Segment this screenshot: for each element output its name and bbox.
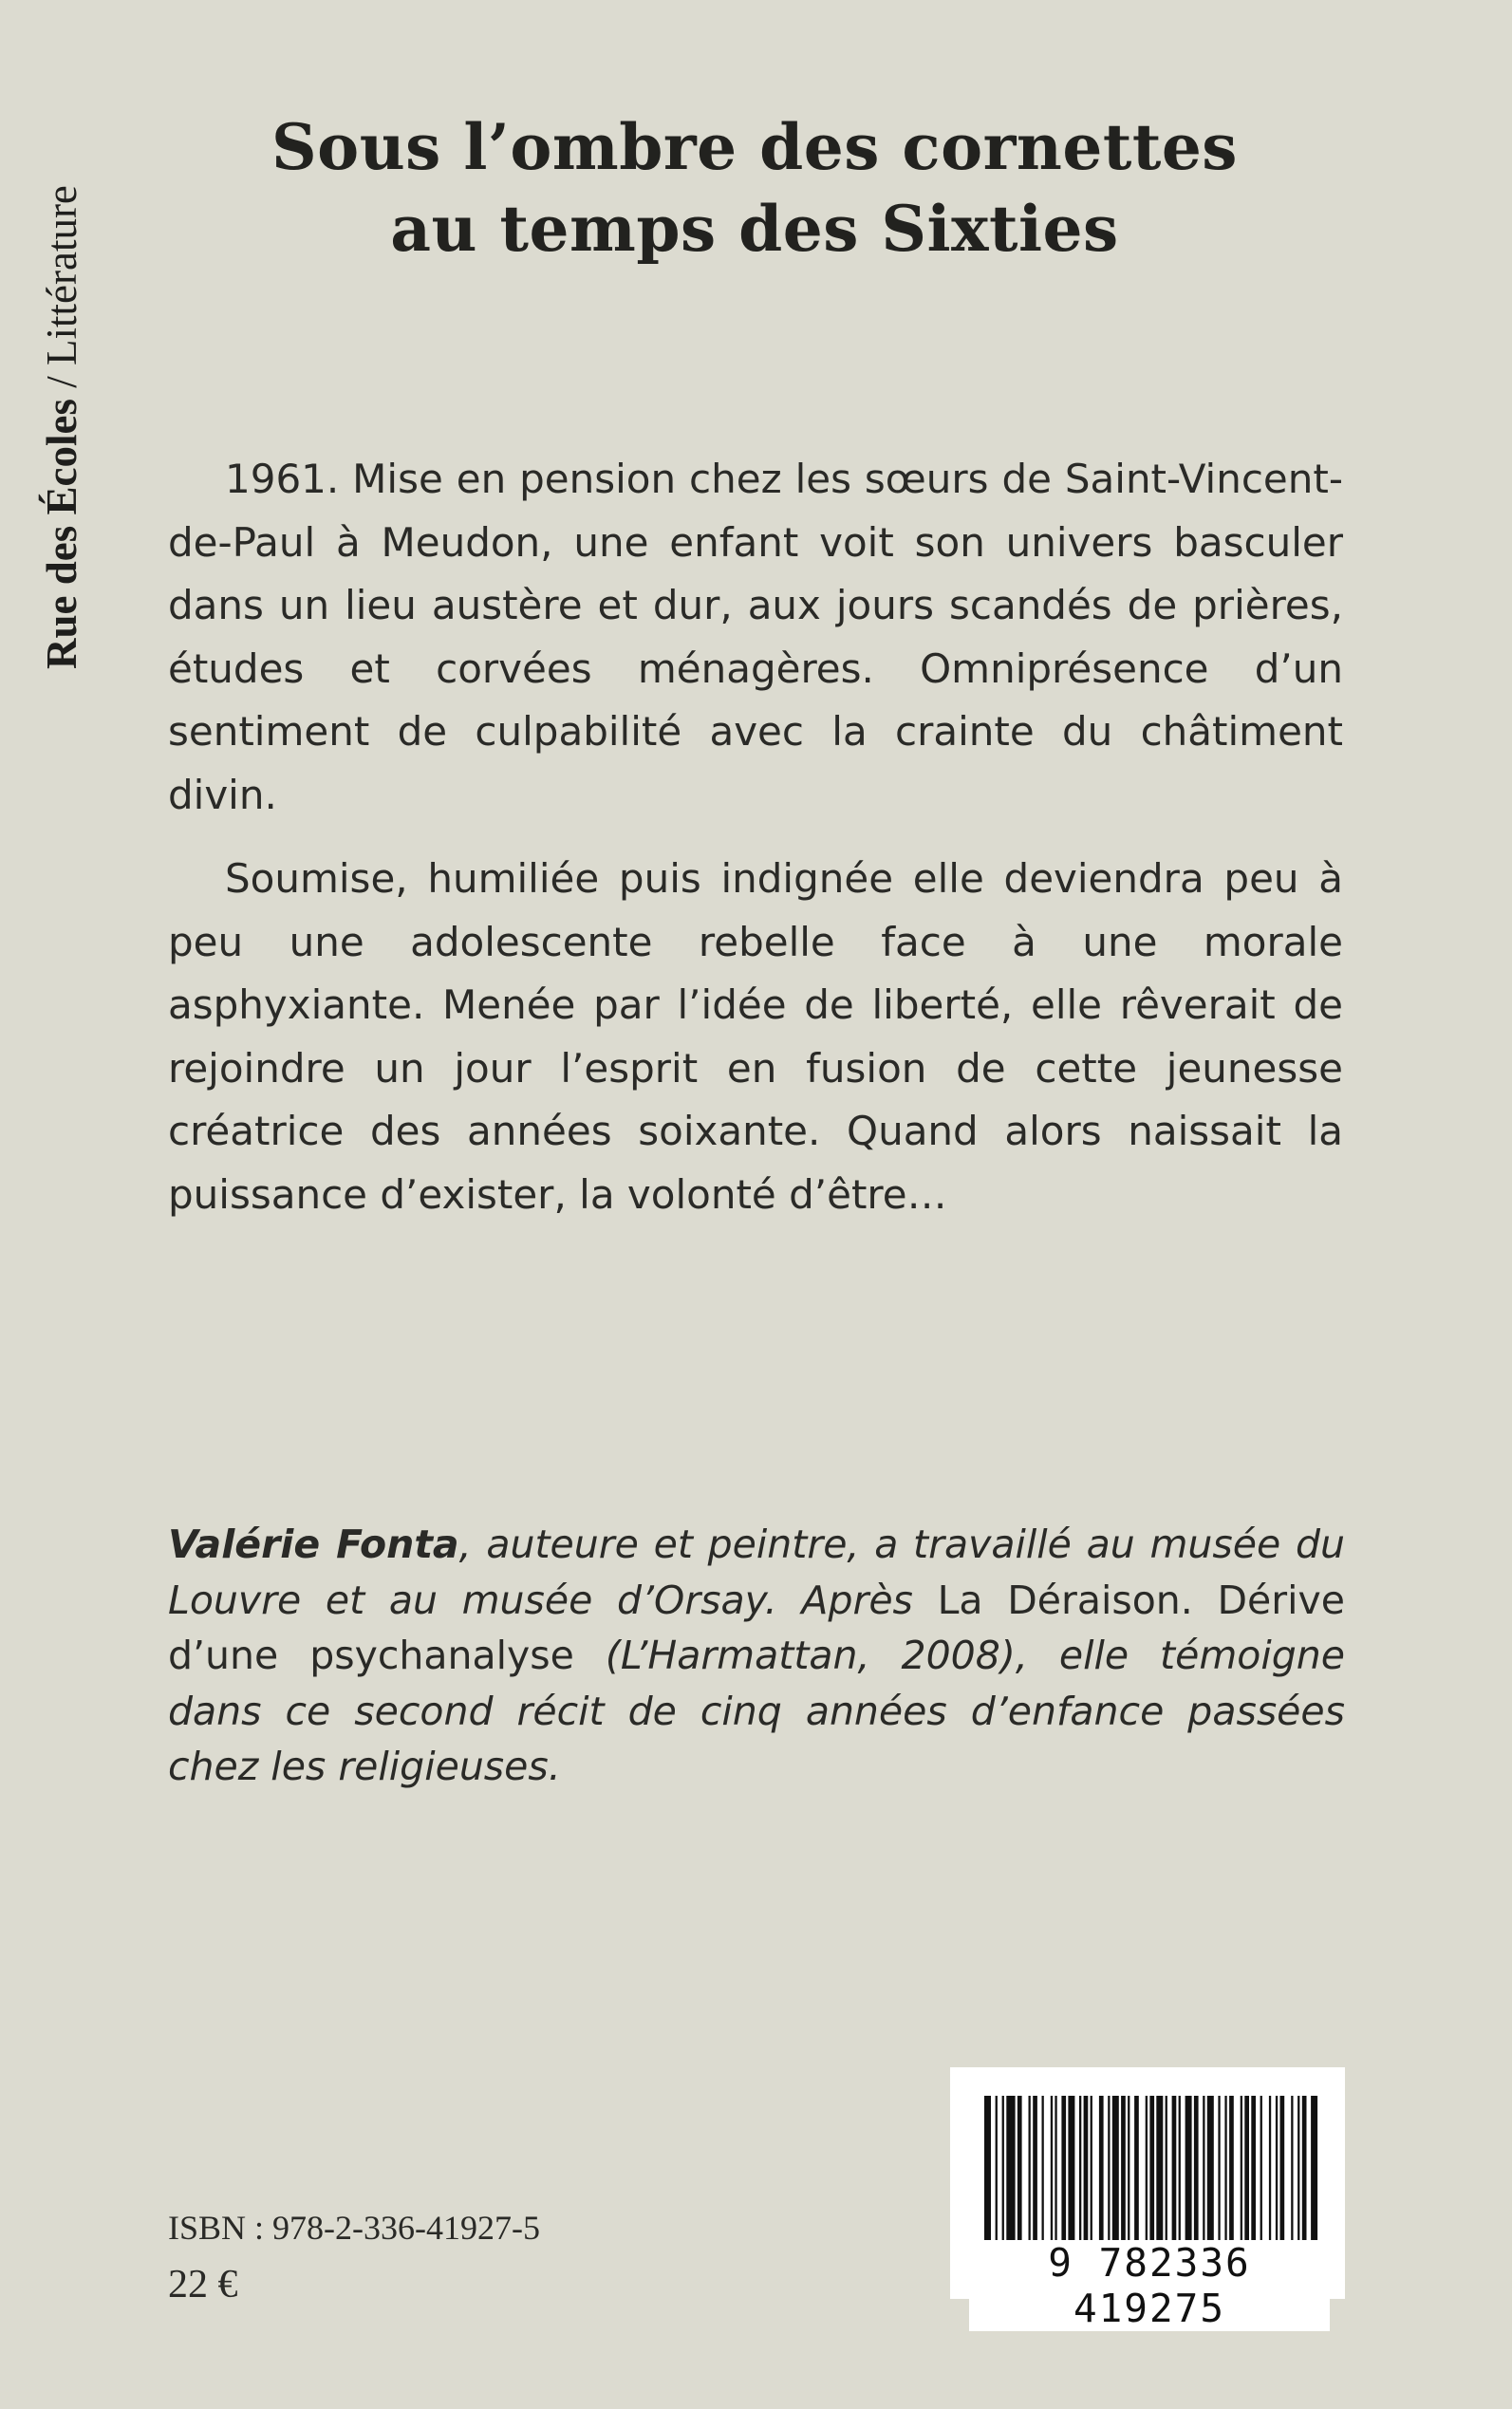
barcode-bar [1084,2096,1089,2240]
barcode-bar [1033,2096,1037,2240]
barcode-bar [1051,2096,1053,2240]
barcode-bar [1017,2096,1022,2240]
barcode-bar [1055,2096,1056,2240]
barcode-bar [1269,2096,1271,2240]
barcode-bar [1207,2096,1214,2240]
isbn: ISBN : 978-2-336-41927-5 [168,2209,540,2247]
barcode-bar [1241,2096,1242,2240]
barcode [950,2067,1345,2331]
barcode-bar [1068,2096,1074,2240]
barcode-bar [1251,2096,1256,2240]
barcode-bar [1203,2096,1204,2240]
collection-separator: / [38,364,85,399]
barcode-bar [1029,2096,1031,2240]
price: 22 € [168,2263,238,2306]
back-cover-blurb [168,448,1343,1247]
barcode-bar [1166,2096,1167,2240]
barcode-bar [1311,2096,1317,2259]
barcode-bar [1224,2096,1226,2240]
barcode-bar [1149,2096,1154,2259]
barcode-bar [1099,2096,1104,2240]
barcode-bar [1006,2096,1015,2240]
barcode-bar [1042,2096,1044,2240]
collection-name: Rue des Écoles [38,399,85,669]
barcode-bar [1134,2096,1139,2240]
barcode-bar [1128,2096,1129,2240]
barcode-bar [1280,2096,1285,2240]
author-bio [168,1517,1345,1795]
barcode-bar [996,2096,998,2259]
barcode-bar [1194,2096,1199,2240]
barcode-bar [1185,2096,1192,2240]
blurb-paragraph-1: 1961. Mise en pension chez les sœurs de Saint-Vincent-de-Paul à Meudon, une enfant voit son univers basculer dans un lieu austère et dur, aux jours scandés de prières, études et corvées ménagères. Omniprésence d’un sentiment de culpabilité avec la crainte du châtiment divin. [168,456,1343,818]
barcode-bar [1108,2096,1110,2240]
barcode-bar [1260,2096,1262,2240]
barcode-bar [1297,2096,1299,2240]
author-bio-text-2: (L’Harmattan, 2008), elle témoigne dans ce second récit de cinq années d’enfance passées chez les religieuses. [168,1633,1345,1789]
barcode-bar [1302,2096,1307,2259]
barcode-bar [1179,2096,1181,2240]
barcode-bar [1172,2096,1177,2240]
barcode-bar [1091,2096,1092,2240]
barcode-bar [1276,2096,1278,2240]
previous-book-title: La Déraison. Dérive d’une psychanalyse [168,1577,1345,1678]
book-title-line-1: Sous l’ombre des cornettes [271,110,1238,184]
barcode-bar [1002,2096,1004,2240]
barcode-bar [1229,2096,1234,2240]
barcode-digits: 9 782336 419275 [969,2240,1330,2331]
barcode-bar [1156,2096,1163,2259]
barcode-bar [1291,2096,1293,2240]
barcode-bar [1244,2096,1249,2240]
blurb-paragraph-2: Soumise, humiliée puis indignée elle deviendra peu à peu une adolescente rebelle face à une morale asphyxiante. Menée par l’idée de liberté, elle rêverait de rejoindre un jour l’esprit en fusion de cette jeunesse créatrice des années soixante. Quand alors naissait la puissance d’exister, la volonté d’être… [168,855,1343,1218]
barcode-bar [984,2096,991,2259]
barcode-bar [1079,2096,1081,2240]
book-title [152,106,1357,270]
book-title-line-2: au temps des Sixties [390,192,1119,266]
author-name: Valérie Fonta [168,1522,459,1567]
barcode-bar [1061,2096,1066,2240]
barcode-bar [1112,2096,1119,2240]
author-bio-text-1: , auteure et peintre, a travaillé au musée du Louvre et au musée d’Orsay. Après [168,1522,1345,1623]
barcode-bar [1121,2096,1126,2240]
barcode-bar [1218,2096,1220,2240]
collection-category: Littérature [38,185,85,365]
barcode-bar [1146,2096,1148,2240]
